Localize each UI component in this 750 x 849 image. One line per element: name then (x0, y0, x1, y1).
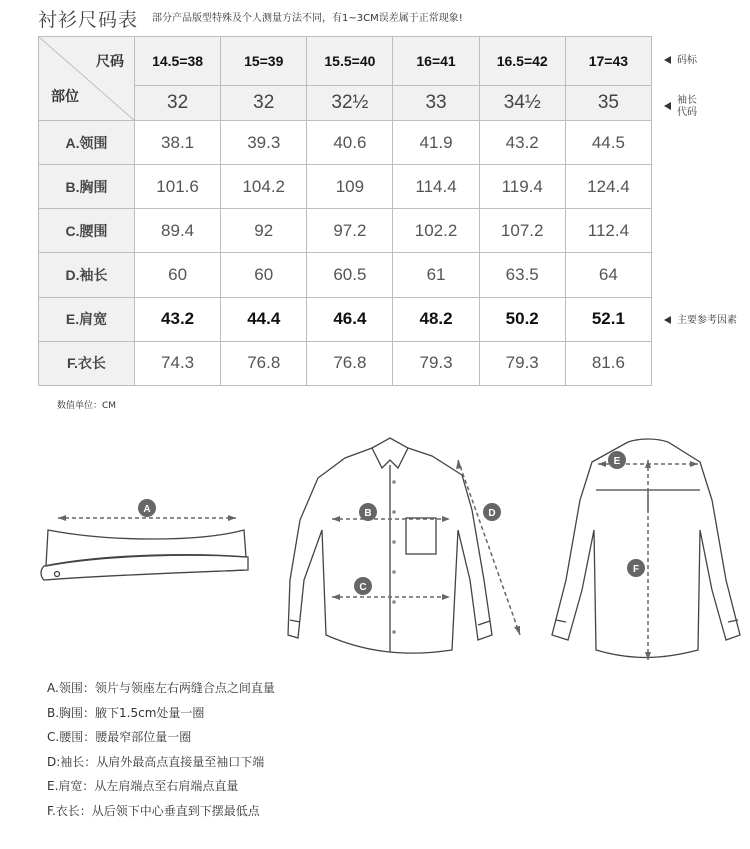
table-cell: 60.5 (307, 253, 393, 297)
table-row (39, 209, 652, 253)
table-cell: 46.4 (307, 297, 393, 341)
table-cell: 89.4 (135, 209, 221, 253)
table-row (39, 165, 652, 209)
table-cell: 52.1 (565, 297, 651, 341)
table-cell: 92 (221, 209, 307, 253)
table-row (39, 121, 652, 165)
table-row (39, 297, 652, 341)
size-code: 16=41 (393, 37, 479, 86)
table-cell: 40.6 (307, 121, 393, 165)
page-title: 衬衫尺码表 (38, 9, 139, 31)
size-code-row (39, 37, 652, 86)
size-code: 15=39 (221, 37, 307, 86)
svg-text:E: E (613, 456, 621, 467)
definition-item: E.肩宽：从左肩端点至右肩端点直量 (47, 779, 239, 793)
pointer-triangle-icon (664, 56, 671, 64)
table-cell: 97.2 (307, 209, 393, 253)
table-cell: 124.4 (565, 165, 651, 209)
table-cell: 119.4 (479, 165, 565, 209)
sleeve-code: 32 (135, 86, 221, 121)
table-cell: 112.4 (565, 209, 651, 253)
corner-part-label: 部位 (51, 88, 79, 104)
table-cell: 76.8 (221, 341, 307, 385)
table-cell: 38.1 (135, 121, 221, 165)
table-cell: 74.3 (135, 341, 221, 385)
sleeve-code: 32½ (307, 86, 393, 121)
collar-drawing (41, 530, 248, 580)
table-cell: 44.4 (221, 297, 307, 341)
definition-item: F.衣长：从后领下中心垂直到下摆最低点 (47, 803, 260, 818)
table-cell: 41.9 (393, 121, 479, 165)
table-cell: 43.2 (135, 297, 221, 341)
table-row (39, 253, 652, 297)
definition-item: D:袖长：从肩外最高点直接量至袖口下端 (47, 754, 265, 769)
size-code: 16.5=42 (479, 37, 565, 86)
table-cell: 50.2 (479, 297, 565, 341)
table-cell: 60 (135, 253, 221, 297)
back-shirt-drawing (552, 439, 740, 658)
table-cell: 63.5 (479, 253, 565, 297)
main-factor-note: 主要参考因素 (664, 315, 737, 327)
corner-size-label: 尺码 (96, 53, 124, 69)
row-label: D.袖长 (39, 253, 135, 297)
marker-f-icon (627, 559, 645, 577)
sleeve-code: 35 (565, 86, 651, 121)
table-cell: 79.3 (393, 341, 479, 385)
marker-d-icon (483, 503, 501, 521)
svg-text:F: F (632, 564, 640, 575)
svg-text:C: C (359, 582, 367, 593)
table-cell: 39.3 (221, 121, 307, 165)
table-cell: 101.6 (135, 165, 221, 209)
table-cell: 60 (221, 253, 307, 297)
table-corner (39, 37, 135, 121)
row-label: E.肩宽 (39, 297, 135, 341)
size-code: 17=43 (565, 37, 651, 86)
svg-text:B: B (364, 508, 372, 519)
table-cell: 48.2 (393, 297, 479, 341)
chest-measure-line (332, 516, 450, 522)
table-cell: 102.2 (393, 209, 479, 253)
table-cell: 109 (307, 165, 393, 209)
row-label: A.领围 (39, 121, 135, 165)
measurement-definitions (47, 676, 275, 823)
marker-c-icon (354, 577, 372, 595)
pointer-triangle-icon (664, 316, 671, 324)
table-cell: 81.6 (565, 341, 651, 385)
table-cell: 114.4 (393, 165, 479, 209)
definition-item: A.领围：领片与领座左右两缝合点之间直量 (47, 681, 275, 695)
sleeve-code: 33 (393, 86, 479, 121)
table-cell: 61 (393, 253, 479, 297)
row-label: B.胸围 (39, 165, 135, 209)
size-table (38, 36, 652, 386)
definition-item: B.胸围：腋下1.5cm处量一圈 (47, 705, 205, 720)
table-cell: 43.2 (479, 121, 565, 165)
table-cell: 107.2 (479, 209, 565, 253)
svg-text:D: D (488, 508, 496, 519)
row-label: C.腰围 (39, 209, 135, 253)
sleeve-code: 32 (221, 86, 307, 121)
marker-e-icon (608, 451, 626, 469)
table-cell: 76.8 (307, 341, 393, 385)
table-cell: 64 (565, 253, 651, 297)
page-subtitle: 部分产品版型特殊及个人测量方法不同，有1~3CM误差属于正常现象! (152, 13, 463, 24)
measurement-diagrams (0, 420, 750, 680)
table-cell: 44.5 (565, 121, 651, 165)
size-code-note: 码标 (664, 55, 697, 67)
definition-item: C.腰围：腰最窄部位量一圈 (47, 730, 192, 744)
size-code: 14.5=38 (135, 37, 221, 86)
table-row (39, 341, 652, 385)
size-code: 15.5=40 (307, 37, 393, 86)
marker-a-icon (138, 499, 156, 517)
waist-measure-line (332, 594, 450, 600)
table-cell: 79.3 (479, 341, 565, 385)
corner-diagonal (39, 37, 135, 121)
svg-text:A: A (143, 504, 151, 515)
table-cell: 104.2 (221, 165, 307, 209)
unit-note: 数值单位：CM (57, 401, 117, 411)
sleeve-code-note: 袖长 代码 (664, 95, 697, 119)
front-shirt-buttons (392, 480, 396, 634)
pointer-triangle-icon (664, 102, 671, 110)
marker-b-icon (359, 503, 377, 521)
row-label: F.衣长 (39, 341, 135, 385)
sleeve-code: 34½ (479, 86, 565, 121)
